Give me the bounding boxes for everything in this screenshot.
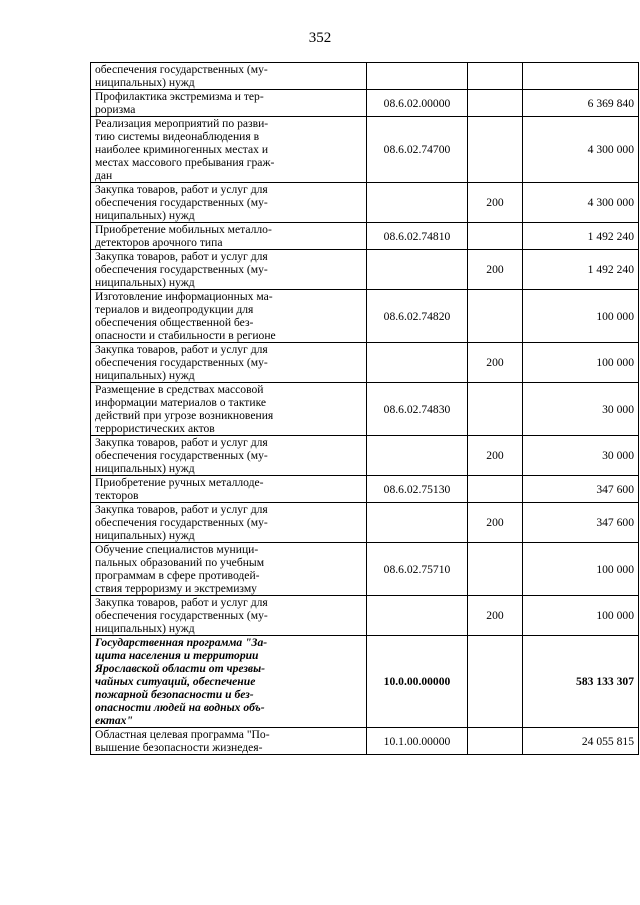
row-code-cell	[367, 596, 468, 636]
row-expense-type-cell	[468, 223, 523, 250]
row-name-cell	[91, 117, 367, 183]
row-amount-cell: 30 000	[523, 383, 639, 436]
row-name-text: Областная целевая программа "По- вышение безопасности жизнедея-	[95, 728, 270, 754]
row-code-cell: 08.6.02.74830	[367, 383, 468, 436]
row-name-cell	[91, 343, 367, 383]
row-code-cell: 08.6.02.74820	[367, 290, 468, 343]
row-expense-type-cell: 200	[468, 436, 523, 476]
row-code-cell: 08.6.02.00000	[367, 90, 468, 117]
row-code-cell	[367, 250, 468, 290]
row-code-cell	[367, 503, 468, 543]
table-row	[91, 636, 639, 728]
table-row	[91, 183, 639, 223]
row-amount-cell: 1 492 240	[523, 250, 639, 290]
table-row	[91, 90, 639, 117]
table-row	[91, 728, 639, 755]
row-name-cell	[91, 596, 367, 636]
row-name-text: Закупка товаров, работ и услуг для обеспечения государственных (му- ниципальных) нужд	[95, 436, 268, 475]
row-amount-cell: 347 600	[523, 476, 639, 503]
row-amount-cell: 4 300 000	[523, 117, 639, 183]
budget-table-body	[91, 63, 639, 755]
row-name-cell	[91, 250, 367, 290]
row-expense-type-cell: 200	[468, 503, 523, 543]
row-expense-type-cell	[468, 476, 523, 503]
row-amount-cell: 4 300 000	[523, 183, 639, 223]
row-name-cell	[91, 223, 367, 250]
row-name-cell	[91, 476, 367, 503]
row-amount-cell	[523, 63, 639, 90]
row-expense-type-cell	[468, 728, 523, 755]
table-row	[91, 250, 639, 290]
row-expense-type-cell	[468, 90, 523, 117]
row-code-cell: 08.6.02.75710	[367, 543, 468, 596]
row-name-cell	[91, 636, 367, 728]
row-amount-cell: 583 133 307	[523, 636, 639, 728]
row-name-cell	[91, 183, 367, 223]
row-amount-cell: 347 600	[523, 503, 639, 543]
row-name-text: Профилактика экстремизма и тер- роризма	[95, 90, 264, 116]
table-row	[91, 117, 639, 183]
row-name-text: Размещение в средствах массовой информации материалов о тактике действий при угрозе возникновения террористических актов	[95, 383, 274, 435]
row-name-text: Закупка товаров, работ и услуг для обеспечения государственных (му- ниципальных) нужд	[95, 183, 268, 222]
row-amount-cell: 100 000	[523, 343, 639, 383]
row-name-cell	[91, 503, 367, 543]
row-expense-type-cell: 200	[468, 596, 523, 636]
row-expense-type-cell	[468, 543, 523, 596]
row-expense-type-cell: 200	[468, 183, 523, 223]
table-row	[91, 63, 639, 90]
table-row	[91, 596, 639, 636]
row-name-cell	[91, 436, 367, 476]
row-code-cell	[367, 436, 468, 476]
row-expense-type-cell: 200	[468, 343, 523, 383]
row-amount-cell: 100 000	[523, 596, 639, 636]
row-name-text: Государственная программа "За- щита населения и территории Ярославской области от чрезвы- чайных ситуаций, обеспечение пожарной безопасности и без- опасности людей на водных объ- ектах"	[95, 636, 268, 727]
row-name-cell	[91, 728, 367, 755]
row-expense-type-cell	[468, 117, 523, 183]
row-name-cell	[91, 290, 367, 343]
row-code-cell: 08.6.02.74810	[367, 223, 468, 250]
row-name-text: Закупка товаров, работ и услуг для обеспечения государственных (му- ниципальных) нужд	[95, 343, 268, 382]
row-amount-cell: 30 000	[523, 436, 639, 476]
page-number: 352	[308, 30, 332, 46]
row-expense-type-cell	[468, 383, 523, 436]
row-name-text: обеспечения государственных (му- ниципальных) нужд	[95, 63, 268, 89]
row-code-cell: 10.1.00.00000	[367, 728, 468, 755]
row-code-cell	[367, 343, 468, 383]
row-expense-type-cell	[468, 636, 523, 728]
row-amount-cell: 24 055 815	[523, 728, 639, 755]
row-code-cell: 10.0.00.00000	[367, 636, 468, 728]
row-expense-type-cell: 200	[468, 250, 523, 290]
row-name-text: Обучение специалистов муници- пальных образований по учебным программам в сфере противодей- ствия терроризму и экстремизму	[95, 543, 265, 595]
row-amount-cell: 6 369 840	[523, 90, 639, 117]
row-name-cell	[91, 90, 367, 117]
row-name-cell	[91, 383, 367, 436]
table-row	[91, 543, 639, 596]
row-name-cell	[91, 543, 367, 596]
row-amount-cell: 100 000	[523, 290, 639, 343]
budget-table	[90, 62, 639, 755]
table-row	[91, 223, 639, 250]
row-name-text: Закупка товаров, работ и услуг для обеспечения государственных (му- ниципальных) нужд	[95, 596, 268, 635]
row-name-text: Реализация мероприятий по разви- тию системы видеонаблюдения в наиболее криминогенных местах и местах массового пребывания граж- дан	[95, 117, 275, 182]
row-name-text: Закупка товаров, работ и услуг для обеспечения государственных (му- ниципальных) нужд	[95, 503, 268, 542]
row-code-cell: 08.6.02.74700	[367, 117, 468, 183]
table-row	[91, 343, 639, 383]
row-name-text: Приобретение мобильных металло- детекторов арочного типа	[95, 223, 272, 249]
row-code-cell	[367, 63, 468, 90]
row-name-text: Приобретение ручных металлоде- текторов	[95, 476, 264, 502]
table-row	[91, 476, 639, 503]
row-amount-cell: 100 000	[523, 543, 639, 596]
row-expense-type-cell	[468, 290, 523, 343]
row-name-cell	[91, 63, 367, 90]
row-amount-cell: 1 492 240	[523, 223, 639, 250]
row-code-cell	[367, 183, 468, 223]
table-row	[91, 383, 639, 436]
table-row	[91, 436, 639, 476]
row-code-cell: 08.6.02.75130	[367, 476, 468, 503]
table-row	[91, 290, 639, 343]
row-expense-type-cell	[468, 63, 523, 90]
row-name-text: Изготовление информационных ма- териалов и видеопродукции для обеспечения общественной без- опасности и стабильности в регионе	[95, 290, 276, 342]
row-name-text: Закупка товаров, работ и услуг для обеспечения государственных (му- ниципальных) нужд	[95, 250, 268, 289]
table-row	[91, 503, 639, 543]
